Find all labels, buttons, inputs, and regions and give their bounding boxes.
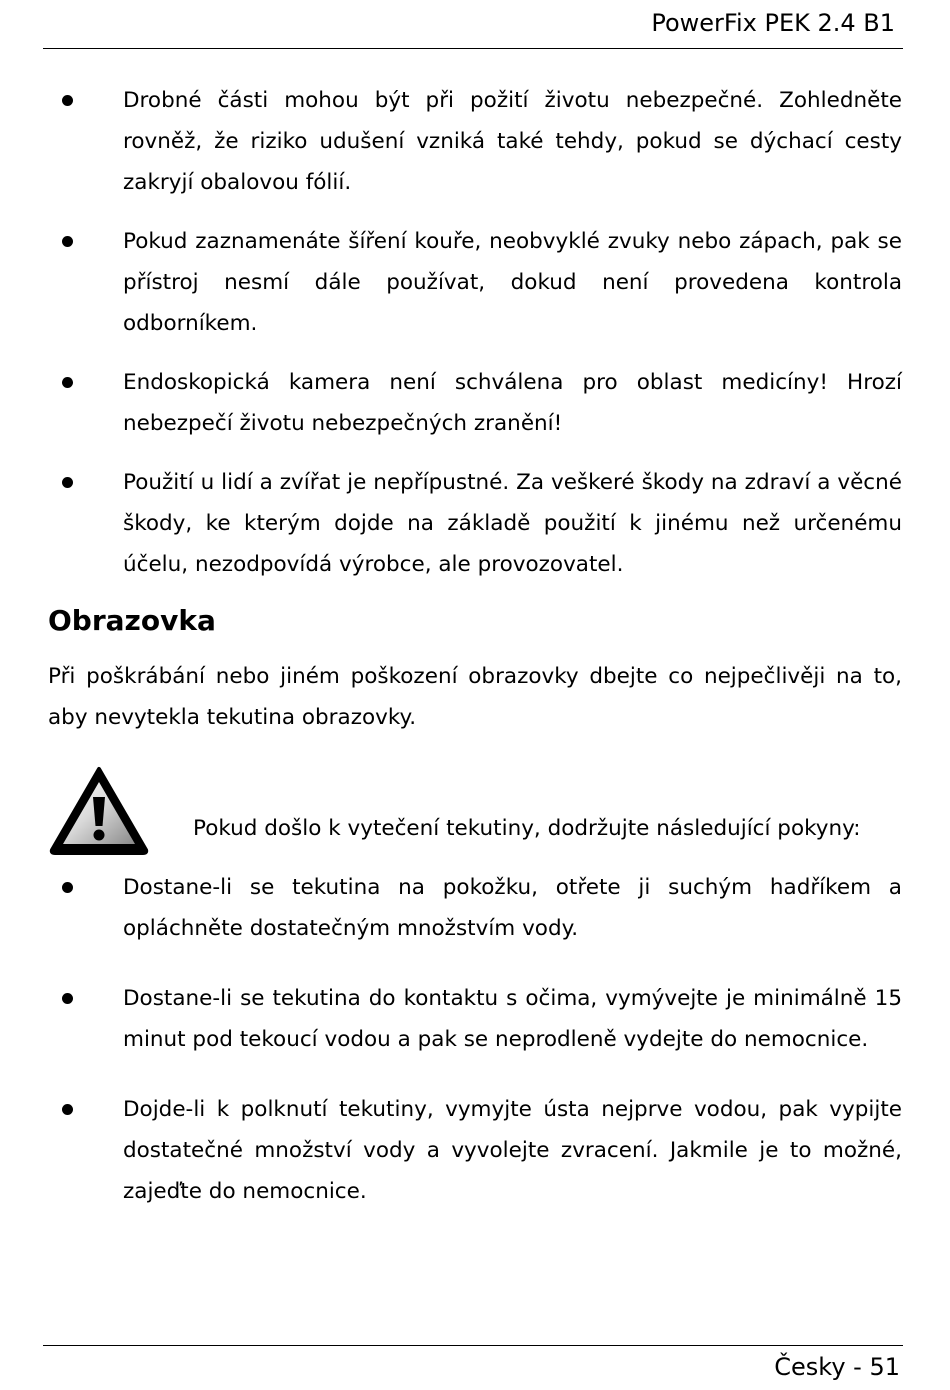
bullet-item [0,221,950,344]
bullet-item [0,1089,950,1212]
bullet-dot-icon [62,377,73,388]
bullet-text: Dojde-li k polknutí tekutiny, vymyjte ústa nejprve vodou, pak vypijte dostatečné množství vody a vyvolejte zvracení. Jakmile je to možné, zajeďte do nemocnice. [123,1097,902,1204]
section-heading: Obrazovka [48,604,216,637]
page-footer-number: Česky - 51 [774,1353,900,1381]
bullet-item [0,978,950,1060]
bullet-text: Endoskopická kamera není schválena pro oblast medicíny! Hrozí nebezpečí životu nebezpečných zranění! [123,370,902,436]
bullet-item [0,462,950,585]
bullet-dot-icon [62,1104,73,1115]
page-header-title: PowerFix PEK 2.4 B1 [651,9,895,37]
bullet-text: Drobné části mohou být při požití životu nebezpečné. Zohledněte rovněž, že riziko udušení vzniká také tehdy, pokud se dýchací cesty zakryjí obalovou fólií. [123,88,902,195]
footer-divider [43,1345,903,1346]
safety-bullet-list [0,80,950,603]
bullet-dot-icon [62,993,73,1004]
bullet-text: Dostane-li se tekutina do kontaktu s očima, vymývejte je minimálně 15 minut pod tekoucí vodou a pak se neprodleně vydejte do nemocnice. [123,986,902,1052]
screen-bullet-list [0,867,950,1241]
warning-text: Pokud došlo k vytečení tekutiny, dodržujte následující pokyny: [193,816,861,841]
bullet-dot-icon [62,882,73,893]
bullet-dot-icon [62,236,73,247]
bullet-item [0,80,950,203]
warning-triangle-icon [47,764,151,856]
bullet-text: Dostane-li se tekutina na pokožku, otřete ji suchým hadříkem a opláchněte dostatečným množstvím vody. [123,875,902,941]
section-paragraph: Při poškrábání nebo jiném poškození obrazovky dbejte co nejpečlivěji na to, aby nevytekla tekutina obrazovky. [48,664,902,730]
bullet-dot-icon [62,95,73,106]
bullet-text: Pokud zaznamenáte šíření kouře, neobvyklé zvuky nebo zápach, pak se přístroj nesmí dále používat, dokud není provedena kontrola odborníkem. [123,229,902,336]
bullet-item [0,867,950,949]
bullet-item [0,362,950,444]
bullet-text: Použití u lidí a zvířat je nepřípustné. Za veškeré škody na zdraví a věcné škody, ke kterým dojde na základě použití k jinému než určenému účelu, nezodpovídá výrobce, ale provozovatel. [123,470,902,577]
bullet-dot-icon [62,477,73,488]
header-divider [43,48,903,49]
